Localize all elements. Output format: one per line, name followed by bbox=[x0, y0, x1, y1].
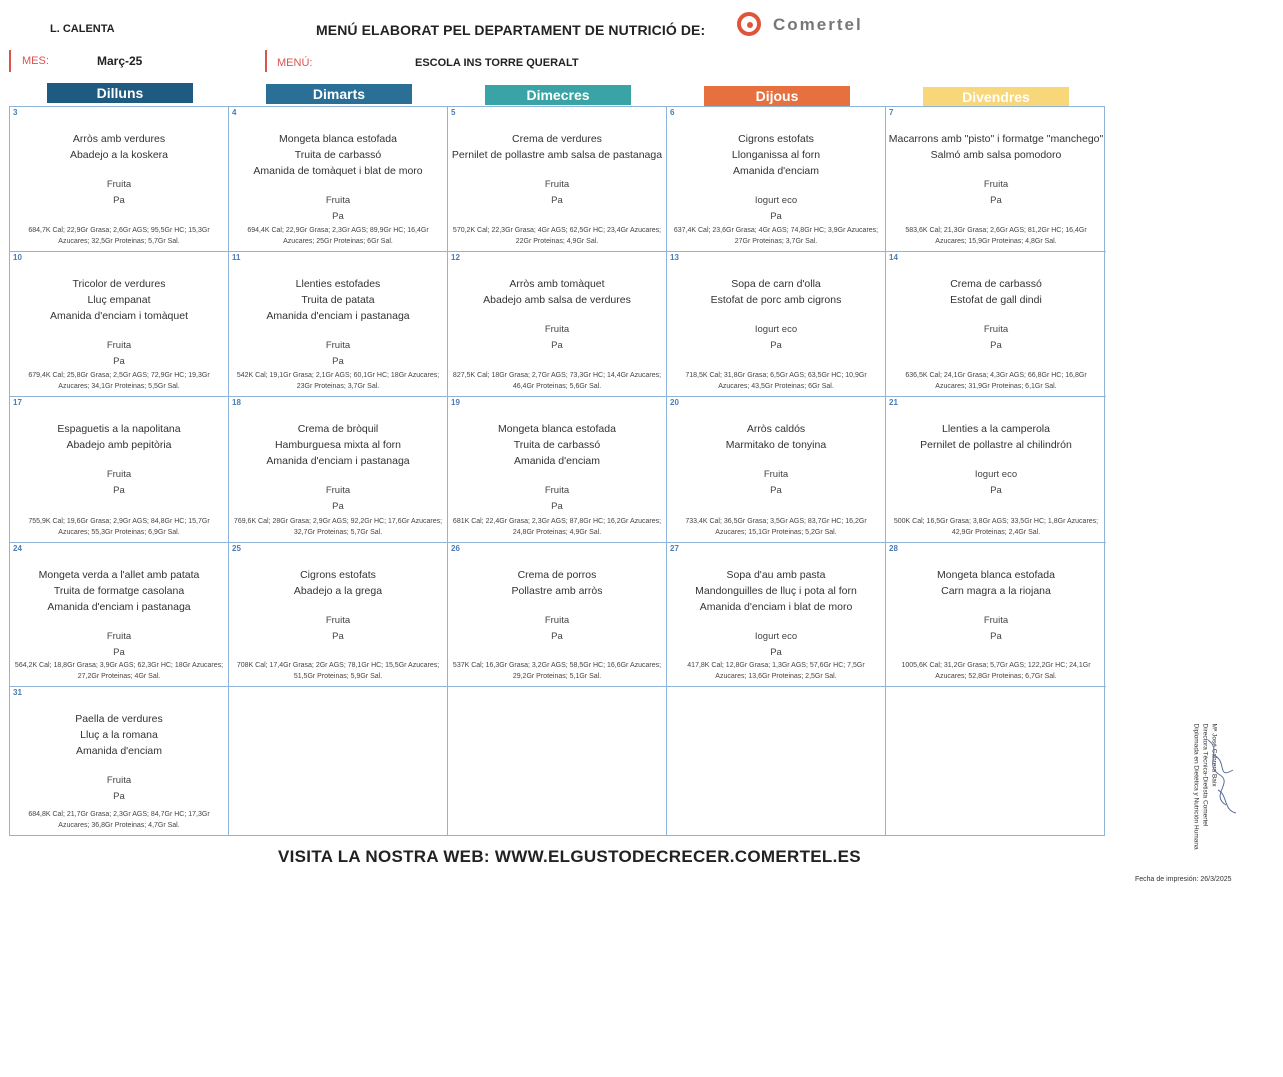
dish-item: Abadejo amb pepitòria bbox=[66, 439, 172, 451]
extras-list bbox=[975, 467, 1017, 499]
dish-item: Mongeta blanca estofada bbox=[937, 569, 1055, 581]
dish-list bbox=[695, 567, 857, 615]
nutrition-info: 718,5K Cal; 31,8Gr Grasa; 6,5Gr AGS; 63,5Gr HC; 10,9Gr Azucares; 43,5Gr Proteinas; 6Gr Sal. bbox=[685, 372, 867, 390]
extra-item: Pa bbox=[551, 340, 563, 351]
menu-marker bbox=[265, 50, 267, 72]
day-number: 24 bbox=[13, 544, 22, 553]
dish-item: Sopa d'au amb pasta bbox=[726, 569, 826, 581]
dish-item: Arròs amb verdures bbox=[72, 133, 166, 145]
day-number: 5 bbox=[451, 108, 456, 117]
weekday-header-dilluns: Dilluns bbox=[47, 83, 193, 103]
extra-item: Pa bbox=[990, 340, 1002, 351]
nutrition-info: 684,8K Cal; 21,7Gr Grasa; 2,3Gr AGS; 84,7Gr HC; 17,3Gr Azucares; 36,8Gr Proteinas; 4,7Gr Sal. bbox=[28, 811, 210, 829]
signatory-credentials: Diplomada en Dietética y Nutrición Humana bbox=[1192, 723, 1200, 850]
dish-item: Mongeta blanca estofada bbox=[498, 423, 616, 435]
nutrition-info: 1005,6K Cal; 31,2Gr Grasa; 5,7Gr AGS; 122,2Gr HC; 24,1Gr Azucares; 52,8Gr Proteinas; 6,7Gr Sal. bbox=[901, 662, 1091, 680]
extra-item: Pa bbox=[770, 647, 782, 658]
extras-list bbox=[984, 322, 1008, 354]
day-cell-28 bbox=[886, 543, 1106, 687]
dish-item: Marmitako de tonyina bbox=[725, 439, 827, 451]
dish-list bbox=[920, 421, 1072, 453]
comertel-logo bbox=[737, 12, 887, 44]
dish-item: Mongeta verda a l'allet amb patata bbox=[38, 569, 200, 581]
extras-list bbox=[984, 613, 1008, 645]
day-cell-10 bbox=[10, 252, 229, 397]
dish-item: Abadejo amb salsa de verdures bbox=[483, 294, 631, 306]
dish-item: Crema de bròquil bbox=[297, 423, 379, 435]
extra-item: Fruita bbox=[325, 615, 351, 626]
dish-list bbox=[511, 567, 602, 599]
menu-calendar-grid bbox=[9, 106, 1105, 836]
day-cell-24 bbox=[10, 543, 229, 687]
extra-item: Fruita bbox=[983, 324, 1009, 335]
dish-item: Amanida d'enciam i pastanaga bbox=[266, 455, 410, 467]
day-number: 21 bbox=[889, 398, 898, 407]
day-cell-13 bbox=[667, 252, 886, 397]
dish-list bbox=[266, 276, 409, 324]
nutrition-info: 733,4K Cal; 36,5Gr Grasa; 3,5Gr AGS; 83,7Gr HC; 16,2Gr Azucares; 15,1Gr Proteinas; 5,2Gr Sal. bbox=[685, 518, 867, 536]
extra-item: Pa bbox=[551, 501, 563, 512]
day-number: 19 bbox=[451, 398, 460, 407]
extras-list bbox=[326, 613, 350, 645]
dish-item: Mandonguilles de lluç i pota al forn bbox=[695, 585, 857, 597]
extra-item: Pa bbox=[551, 195, 563, 206]
nutrition-info: 564,2K Cal; 18,8Gr Grasa; 3,9Gr AGS; 62,3Gr HC; 18Gr Azucares; 27,2Gr Proteinas; 4Gr Sal. bbox=[14, 662, 224, 680]
nutrition-info: 681K Cal; 22,4Gr Grasa; 2,3Gr AGS; 87,8Gr HC; 16,2Gr Azucares; 24,8Gr Proteinas; 4,9Gr Sal. bbox=[452, 518, 662, 536]
dish-item: Pollastre amb arròs bbox=[511, 585, 603, 597]
extras-list bbox=[755, 322, 797, 354]
nutrition-info: 537K Cal; 16,3Gr Grasa; 3,2Gr AGS; 58,5Gr HC; 16,6Gr Azucares; 29,2Gr Proteinas; 5,1Gr Sal. bbox=[452, 662, 662, 680]
extras-list bbox=[545, 177, 569, 209]
dish-list bbox=[498, 421, 616, 469]
school-name: ESCOLA INS TORRE QUERALT bbox=[415, 57, 579, 69]
extras-list bbox=[107, 338, 131, 370]
dish-item: Amanida d'enciam i pastanaga bbox=[47, 601, 191, 613]
extras-list bbox=[545, 322, 569, 354]
extra-item: Fruita bbox=[106, 179, 132, 190]
empty-cell bbox=[448, 687, 667, 835]
extra-item: Iogurt eco bbox=[974, 469, 1018, 480]
dish-item: Carn magra a la riojana bbox=[941, 585, 1051, 597]
extra-item: Iogurt eco bbox=[754, 631, 798, 642]
extra-item: Pa bbox=[770, 485, 782, 496]
dish-item: Salmó amb salsa pomodoro bbox=[930, 149, 1062, 161]
day-number: 20 bbox=[670, 398, 679, 407]
day-number: 6 bbox=[670, 108, 675, 117]
extras-list bbox=[755, 193, 797, 225]
nutrition-info: 679,4K Cal; 25,8Gr Grasa; 2,5Gr AGS; 72,9Gr HC; 19,3Gr Azucares; 34,1Gr Proteinas; 5,5Gr Sal. bbox=[28, 372, 210, 390]
extra-item: Fruita bbox=[106, 631, 132, 642]
nutrition-info: 694,4K Cal; 22,9Gr Grasa; 2,3Gr AGS; 89,9Gr HC; 16,4Gr Azucares; 25Gr Proteinas; 6Gr Sal. bbox=[247, 227, 429, 245]
extra-item: Fruita bbox=[106, 775, 132, 786]
dish-item: Arròs caldós bbox=[746, 423, 806, 435]
dish-item: Espaguetis a la napolitana bbox=[57, 423, 181, 435]
dish-item: Abadejo a la koskera bbox=[69, 149, 169, 161]
nutrition-info: 570,2K Cal; 22,3Gr Grasa; 4Gr AGS; 62,5Gr HC; 23,4Gr Azucares; 22Gr Proteinas; 4,9Gr Sal. bbox=[452, 227, 662, 245]
dish-item: Amanida d'enciam bbox=[75, 745, 163, 757]
extra-item: Pa bbox=[990, 485, 1002, 496]
day-cell-27 bbox=[667, 543, 886, 687]
print-date: Fecha de impresión: 26/3/2025 bbox=[1135, 876, 1232, 883]
extra-item: Iogurt eco bbox=[754, 324, 798, 335]
extra-item: Pa bbox=[113, 647, 125, 658]
extra-item: Fruita bbox=[106, 340, 132, 351]
extras-list bbox=[545, 483, 569, 515]
extra-item: Pa bbox=[113, 356, 125, 367]
extra-item: Fruita bbox=[106, 469, 132, 480]
dish-list bbox=[57, 421, 180, 453]
dish-item: Llenties a la camperola bbox=[942, 423, 1050, 435]
day-cell-12 bbox=[448, 252, 667, 397]
dish-item: Amanida d'enciam bbox=[513, 455, 601, 467]
dish-item: Arròs amb tomàquet bbox=[509, 278, 605, 290]
page-title: MENÚ ELABORAT PEL DEPARTAMENT DE NUTRICIÓ DE: bbox=[316, 22, 706, 38]
dish-item: Estofat de gall dindi bbox=[950, 294, 1042, 306]
extras-list bbox=[984, 177, 1008, 209]
dish-item: Cigrons estofats bbox=[738, 133, 814, 145]
logo-text: Comertel bbox=[773, 15, 863, 34]
extra-item: Pa bbox=[332, 631, 344, 642]
dish-item: Llonganissa al forn bbox=[731, 149, 821, 161]
extra-item: Fruita bbox=[983, 179, 1009, 190]
extra-item: Pa bbox=[113, 195, 125, 206]
nutrition-info: 684,7K Cal; 22,9Gr Grasa; 2,6Gr AGS; 95,5Gr HC; 15,3Gr Azucares; 32,5Gr Proteinas; 5,7Gr Sal. bbox=[28, 227, 210, 245]
dish-list bbox=[266, 421, 409, 469]
extra-item: Iogurt eco bbox=[754, 195, 798, 206]
nutrition-info: 417,8K Cal; 12,8Gr Grasa; 1,3Gr AGS; 57,6Gr HC; 7,5Gr Azucares; 13,6Gr Proteinas; 2,5Gr Sal. bbox=[687, 662, 865, 680]
day-cell-19 bbox=[448, 397, 667, 543]
signatory-role: Directora Técnica-Dietista Comertel bbox=[1201, 723, 1209, 827]
day-number: 28 bbox=[889, 544, 898, 553]
extras-list bbox=[326, 483, 350, 515]
empty-cell bbox=[229, 687, 448, 835]
kitchen-label: L. CALENTA bbox=[50, 23, 115, 35]
dish-item: Cigrons estofats bbox=[300, 569, 376, 581]
menu-label: MENÚ: bbox=[277, 57, 313, 69]
nutrition-info: 636,5K Cal; 24,1Gr Grasa; 4,3Gr AGS; 66,8Gr HC; 16,8Gr Azucares; 31,9Gr Proteinas; 6,1Gr Sal. bbox=[905, 372, 1087, 390]
dish-item: Amanida d'enciam i pastanaga bbox=[266, 310, 410, 322]
website-banner: VISITA LA NOSTRA WEB: WWW.ELGUSTODECRECER.COMERTEL.ES bbox=[278, 847, 861, 866]
day-number: 4 bbox=[232, 108, 237, 117]
dish-list bbox=[483, 276, 631, 308]
extra-item: Pa bbox=[332, 356, 344, 367]
dish-item: Truita de carbassó bbox=[294, 149, 382, 161]
dish-list bbox=[726, 421, 826, 453]
nutrition-info: 769,6K Cal; 28Gr Grasa; 2,9Gr AGS; 92,2Gr HC; 17,6Gr Azucares; 32,7Gr Proteinas; 5,7Gr Sal. bbox=[233, 518, 443, 536]
extras-list bbox=[107, 773, 131, 805]
dish-item: Truita de formatge casolana bbox=[53, 585, 185, 597]
nutrition-info: 708K Cal; 17,4Gr Grasa; 2Gr AGS; 78,1Gr HC; 15,5Gr Azucares; 51,5Gr Proteinas; 5,9Gr Sal. bbox=[236, 662, 440, 680]
day-cell-4 bbox=[229, 107, 448, 252]
dish-list bbox=[294, 567, 382, 599]
extras-list bbox=[107, 467, 131, 499]
dish-item: Paella de verdures bbox=[75, 713, 163, 725]
dish-item: Truita de patata bbox=[301, 294, 375, 306]
dish-item: Macarrons amb "pisto" i formatge "manchego" bbox=[888, 133, 1104, 145]
dish-list bbox=[889, 131, 1104, 163]
dish-item: Crema de carbassó bbox=[950, 278, 1042, 290]
mes-label: MES: bbox=[22, 55, 49, 67]
day-number: 18 bbox=[232, 398, 241, 407]
dish-item: Crema de verdures bbox=[512, 133, 602, 145]
dish-list bbox=[732, 131, 820, 179]
extra-item: Pa bbox=[113, 791, 125, 802]
dish-list bbox=[253, 131, 422, 179]
dish-item: Mongeta blanca estofada bbox=[279, 133, 397, 145]
day-number: 26 bbox=[451, 544, 460, 553]
extras-list bbox=[107, 629, 131, 661]
day-number: 14 bbox=[889, 253, 898, 262]
dish-list bbox=[950, 276, 1042, 308]
dish-item: Lluç a la romana bbox=[80, 729, 158, 741]
nutrition-info: 827,5K Cal; 18Gr Grasa; 2,7Gr AGS; 73,3Gr HC; 14,4Gr Azucares; 46,4Gr Proteinas; 5,6Gr Sal. bbox=[452, 372, 662, 390]
extra-item: Fruita bbox=[325, 195, 351, 206]
dish-list bbox=[39, 567, 200, 615]
day-cell-18 bbox=[229, 397, 448, 543]
dish-item: Amanida d'enciam bbox=[732, 165, 820, 177]
dish-item: Amanida de tomàquet i blat de moro bbox=[253, 165, 423, 177]
day-number: 11 bbox=[232, 253, 241, 262]
day-number: 17 bbox=[13, 398, 22, 407]
day-number: 12 bbox=[451, 253, 460, 262]
day-number: 13 bbox=[670, 253, 679, 262]
extra-item: Fruita bbox=[763, 469, 789, 480]
weekday-header-dimecres: Dimecres bbox=[485, 85, 631, 105]
mes-marker bbox=[9, 50, 11, 72]
nutrition-info: 583,6K Cal; 21,3Gr Grasa; 2,6Gr AGS; 81,2Gr HC; 16,4Gr Azucares; 15,9Gr Proteinas; 4,8Gr Sal. bbox=[905, 227, 1087, 245]
day-number: 3 bbox=[13, 108, 18, 117]
dish-item: Abadejo a la grega bbox=[293, 585, 383, 597]
day-cell-17 bbox=[10, 397, 229, 543]
extra-item: Pa bbox=[770, 340, 782, 351]
extra-item: Pa bbox=[113, 485, 125, 496]
handwritten-signature bbox=[1198, 735, 1243, 820]
weekday-header-dijous: Dijous bbox=[704, 86, 850, 106]
day-cell-31 bbox=[10, 687, 229, 835]
dish-item: Hamburguesa mixta al forn bbox=[274, 439, 402, 451]
empty-cell bbox=[886, 687, 1106, 835]
dish-item: Pernilet de pollastre amb salsa de pastanaga bbox=[451, 149, 663, 161]
weekday-header-divendres: Divendres bbox=[923, 87, 1069, 107]
day-cell-11 bbox=[229, 252, 448, 397]
signatory-name: Mª José Cabrera Baix bbox=[1210, 723, 1218, 787]
nutrition-info: 500K Cal; 16,5Gr Grasa; 3,8Gr AGS; 33,5Gr HC; 1,8Gr Azucares; 42,9Gr Proteinas; 2,4Gr Sal. bbox=[893, 518, 1099, 536]
extra-item: Fruita bbox=[544, 615, 570, 626]
dish-item: Tricolor de verdures bbox=[72, 278, 166, 290]
nutrition-info: 542K Cal; 19,1Gr Grasa; 2,1Gr AGS; 60,1Gr HC; 18Gr Azucares; 23Gr Proteinas; 3,7Gr Sal. bbox=[236, 372, 440, 390]
dish-item: Pernilet de pollastre al chilindrón bbox=[920, 439, 1072, 451]
nutrition-info: 637,4K Cal; 23,6Gr Grasa; 4Gr AGS; 74,8Gr HC; 3,9Gr Azucares; 27Gr Proteinas; 3,7Gr Sal. bbox=[673, 227, 879, 245]
extra-item: Pa bbox=[332, 501, 344, 512]
signature-block bbox=[1150, 723, 1260, 865]
weekday-header-dimarts: Dimarts bbox=[266, 84, 412, 104]
dish-list bbox=[937, 567, 1055, 599]
day-cell-21 bbox=[886, 397, 1106, 543]
day-number: 31 bbox=[13, 688, 22, 697]
extra-item: Fruita bbox=[325, 340, 351, 351]
day-number: 10 bbox=[13, 253, 22, 262]
dish-item: Truita de carbassó bbox=[513, 439, 601, 451]
dish-item: Llenties estofades bbox=[295, 278, 381, 290]
extra-item: Pa bbox=[990, 631, 1002, 642]
dish-list bbox=[75, 711, 163, 759]
day-number: 25 bbox=[232, 544, 241, 553]
extra-item: Fruita bbox=[544, 324, 570, 335]
extras-list bbox=[755, 629, 797, 661]
dish-list bbox=[452, 131, 662, 163]
logo-mark-icon bbox=[737, 12, 761, 36]
extras-list bbox=[107, 177, 131, 209]
mes-value: Març-25 bbox=[97, 54, 143, 68]
dish-item: Amanida d'enciam i blat de moro bbox=[699, 601, 853, 613]
day-number: 7 bbox=[889, 108, 894, 117]
extra-item: Pa bbox=[770, 211, 782, 222]
dish-list bbox=[70, 131, 168, 163]
extra-item: Fruita bbox=[544, 179, 570, 190]
day-cell-5 bbox=[448, 107, 667, 252]
dish-item: Amanida d'enciam i tomàquet bbox=[50, 310, 188, 322]
dish-list bbox=[50, 276, 188, 324]
day-cell-26 bbox=[448, 543, 667, 687]
extra-item: Fruita bbox=[325, 485, 351, 496]
extra-item: Pa bbox=[332, 211, 344, 222]
empty-cell bbox=[667, 687, 886, 835]
dish-item: Estofat de porc amb cigrons bbox=[710, 294, 842, 306]
dish-item: Lluç empanat bbox=[87, 294, 151, 306]
day-number: 27 bbox=[670, 544, 679, 553]
dish-list bbox=[711, 276, 842, 308]
day-cell-25 bbox=[229, 543, 448, 687]
day-cell-7 bbox=[886, 107, 1106, 252]
nutrition-info: 755,9K Cal; 19,6Gr Grasa; 2,9Gr AGS; 84,8Gr HC; 15,7Gr Azucares; 55,3Gr Proteinas; 6,9Gr Sal. bbox=[28, 518, 210, 536]
day-cell-14 bbox=[886, 252, 1106, 397]
day-cell-3 bbox=[10, 107, 229, 252]
extras-list bbox=[326, 338, 350, 370]
extra-item: Pa bbox=[551, 631, 563, 642]
extra-item: Pa bbox=[990, 195, 1002, 206]
extras-list bbox=[326, 193, 350, 225]
extras-list bbox=[764, 467, 788, 499]
day-cell-6 bbox=[667, 107, 886, 252]
extras-list bbox=[545, 613, 569, 645]
dish-item: Crema de porros bbox=[517, 569, 597, 581]
extra-item: Fruita bbox=[983, 615, 1009, 626]
day-cell-20 bbox=[667, 397, 886, 543]
extra-item: Fruita bbox=[544, 485, 570, 496]
dish-item: Sopa de carn d'olla bbox=[731, 278, 821, 290]
